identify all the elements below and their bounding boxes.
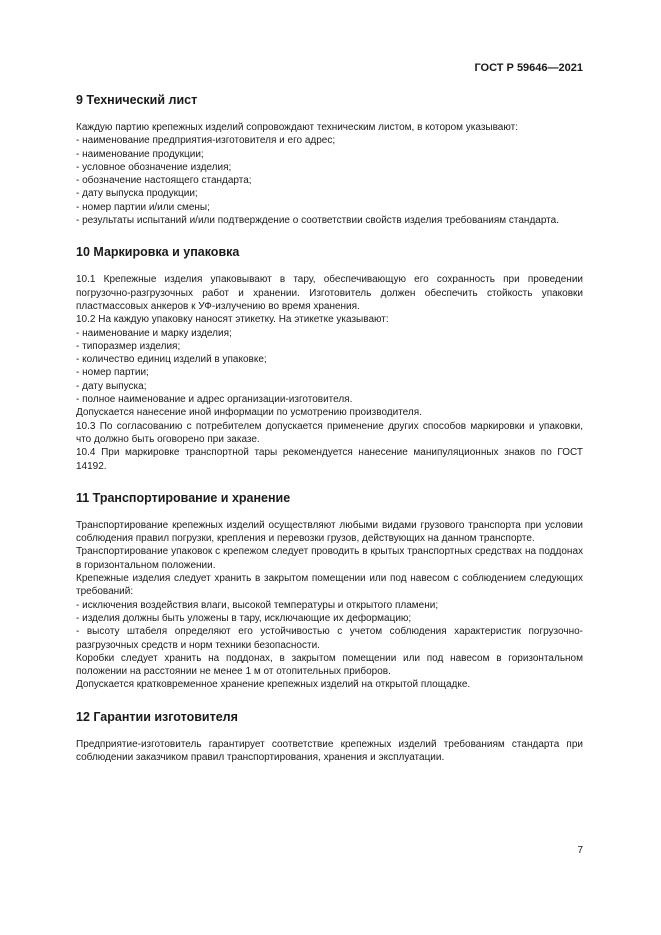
paragraph: Коробки следует хранить на поддонах, в закрытом помещении или под навесом в горизонтальном положении на расстоянии не менее 1 м от отопительных приборов. <box>76 652 583 678</box>
list-item: - типоразмер изделия; <box>76 340 181 352</box>
section-manufacturer-warranty <box>76 709 583 765</box>
list-item: - изделия должны быть уложены в тару, исключающие их деформацию; <box>76 612 412 624</box>
paragraph: Транспортирование упаковок с крепежом следует проводить в крытых транспортных средствах на поддонах в горизонтальном положении. <box>76 546 583 571</box>
page-number: 7 <box>577 845 583 856</box>
document-body <box>76 92 583 764</box>
paragraph: Допускается нанесение иной информации по усмотрению производителя. <box>76 407 422 419</box>
list-item: - условное обозначение изделия; <box>76 161 232 173</box>
section-title: 9 Технический лист <box>76 93 198 107</box>
list-item: - высоту штабеля определяют его устойчивостью с учетом соблюдения характеристик погрузочно-разгрузочных средств и норм техники безопасности. <box>76 626 583 651</box>
section-transport-storage <box>76 490 583 692</box>
list-item: - дату выпуска; <box>76 380 147 392</box>
list-item: - наименование и марку изделия; <box>76 327 232 339</box>
list-item: - количество единиц изделий в упаковке; <box>76 354 267 366</box>
section-technical-sheet <box>76 92 583 227</box>
section-marking-packaging <box>76 244 583 472</box>
paragraph: 10.1 Крепежные изделия упаковывают в тару, обеспечивающую его сохранность при проведении погрузочно-разгрузочных работ и хранении. Изготовитель должен обеспечить стойкость упаковки пластмассовых анкеров к УФ-излучению во время хранения. <box>76 274 583 312</box>
list-item: - номер партии и/или смены; <box>76 201 210 213</box>
list-item: - исключения воздействия влаги, высокой температуры и открытого пламени; <box>76 599 439 611</box>
paragraph: Предприятие-изготовитель гарантирует соответствие крепежных изделий требованиям стандарта при соблюдении заказчиком правил транспортирования, хранения и эксплуатации. <box>76 738 583 763</box>
paragraph: 10.3 По согласованию с потребителем допускается применение других способов маркировки и упаковки, что должно быть оговорено при заказе. <box>76 420 583 445</box>
section-title: 12 Гарантии изготовителя <box>76 709 238 724</box>
list-item: - наименование продукции; <box>76 148 204 160</box>
paragraph: 10.2 На каждую упаковку наносят этикетку. На этикетке указывают: <box>76 314 389 326</box>
paragraph: Допускается кратковременное хранение крепежных изделий на открытой площадке. <box>76 679 471 691</box>
list-item: - наименование предприятия-изготовителя и его адрес; <box>76 135 336 147</box>
paragraph: Каждую партию крепежных изделий сопровождают техническим листом, в котором указывают: <box>76 122 519 133</box>
section-title: 11 Транспортирование и хранение <box>76 490 291 505</box>
paragraph: 10.4 При маркировке транспортной тары рекомендуется нанесение манипуляционных знаков по ГОСТ 14192. <box>76 447 583 472</box>
list-item: - номер партии; <box>76 367 149 379</box>
list-item: - дату выпуска продукции; <box>76 188 198 200</box>
paragraph: Крепежные изделия следует хранить в закрытом помещении или под навесом с соблюдением следующих требований: <box>76 573 583 598</box>
section-title: 10 Маркировка и упаковка <box>76 245 240 260</box>
list-item: - обозначение настоящего стандарта; <box>76 175 252 187</box>
list-item: - результаты испытаний и/или подтверждение о соответствии свойств изделия требованиям стандарта. <box>76 215 559 227</box>
list-item: - полное наименование и адрес организации-изготовителя. <box>76 394 353 406</box>
paragraph: Транспортирование крепежных изделий осуществляют любыми видами грузового транспорта при условии соблюдения правил погрузки, крепления и перевозки грузов, действующих на данном транспорте. <box>76 519 583 545</box>
document-code: ГОСТ Р 59646—2021 <box>474 62 583 74</box>
